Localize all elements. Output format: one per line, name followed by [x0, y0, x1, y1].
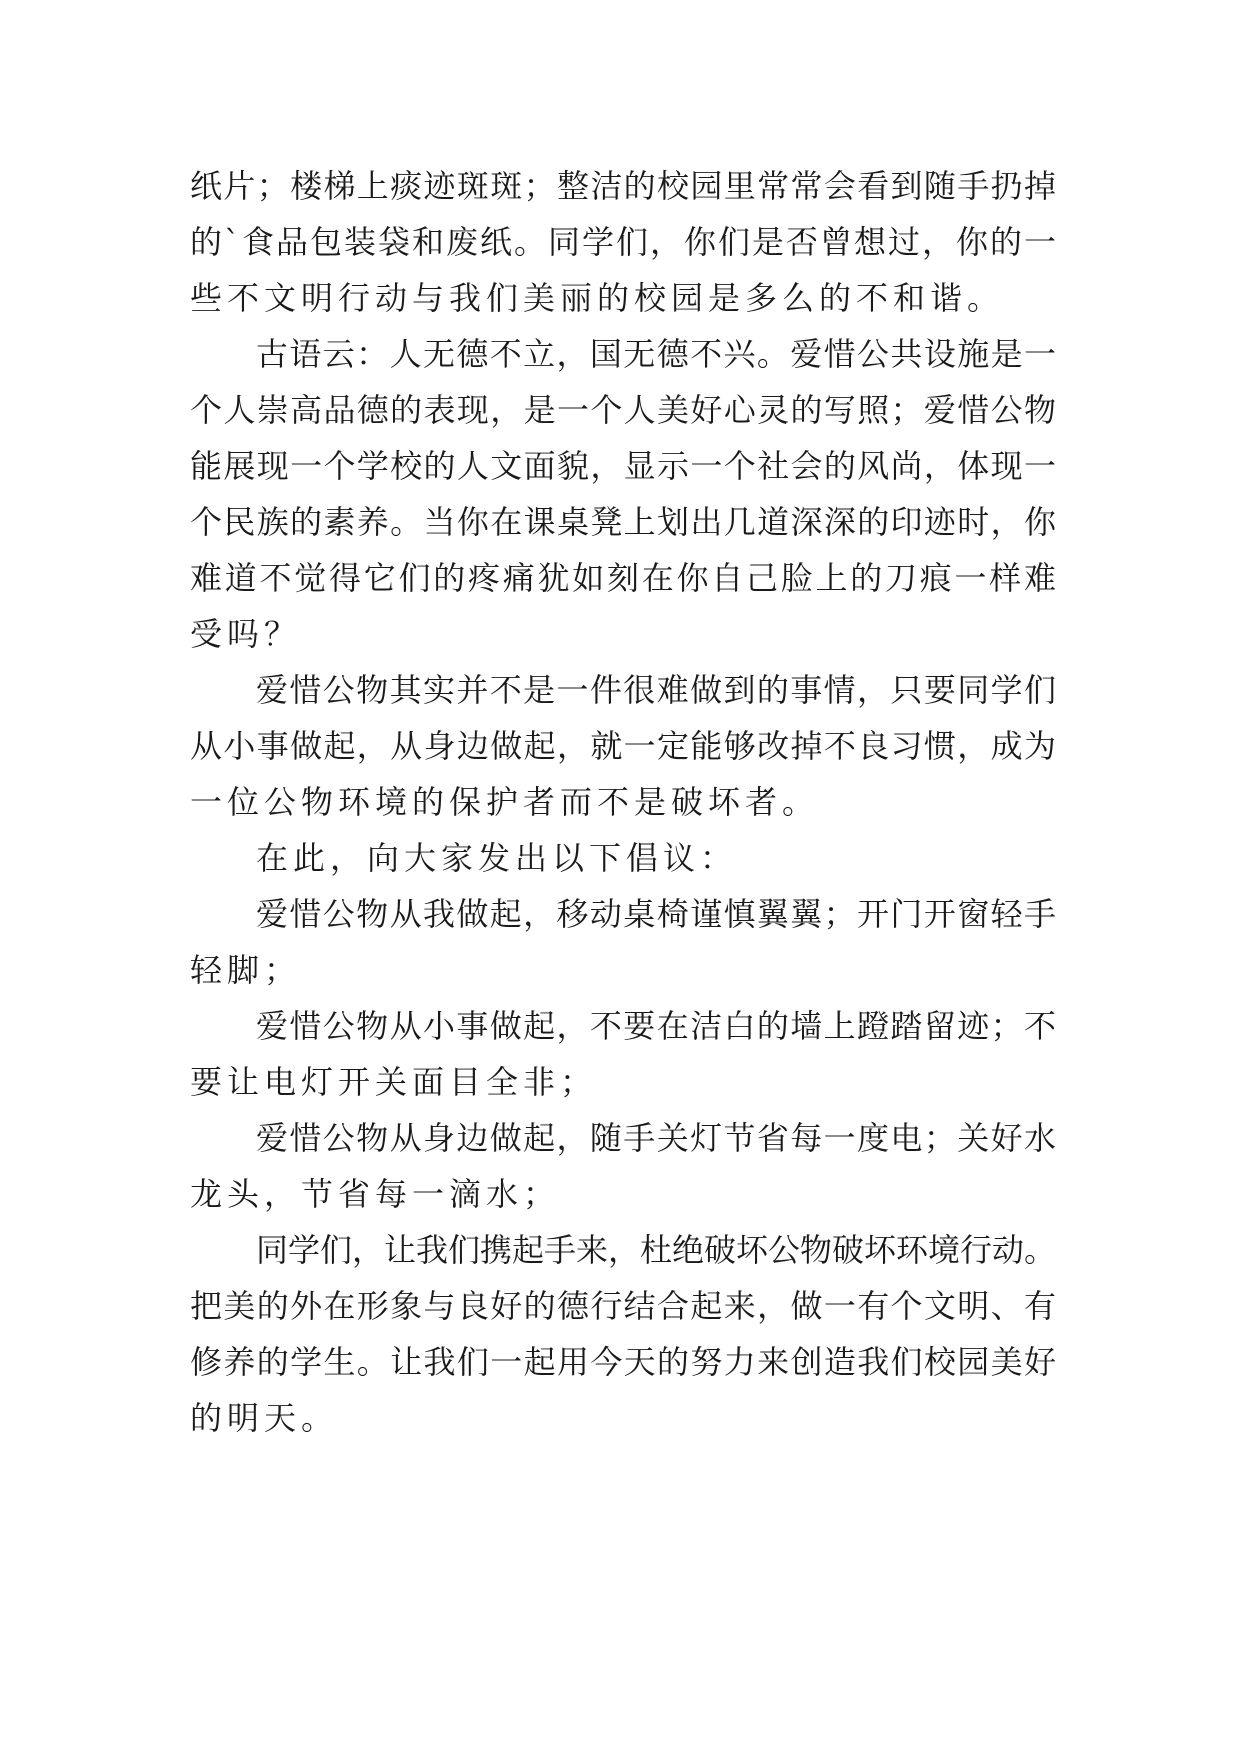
text-line: 同学们，让我们携起手来，杜绝破坏公物破坏环境行动。 — [256, 1231, 1057, 1269]
text-line: 个人崇高品德的表现，是一个人美好心灵的写照；爱惜公物 — [190, 391, 1056, 429]
text-line: 修养的学生。让我们一起用今天的努力来创造我们校园美好 — [190, 1343, 1056, 1381]
text-line: 难道不觉得它们的疼痛犹如刻在你自己脸上的刀痕一样难 — [190, 559, 1056, 597]
text-line: 从小事做起，从身边做起，就一定能够改掉不良习惯，成为 — [190, 727, 1056, 765]
text-line: 古语云：人无德不立，国无德不兴。爱惜公共设施是一 — [256, 335, 1056, 373]
text-line: 爱惜公物其实并不是一件很难做到的事情，只要同学们 — [256, 671, 1056, 709]
text-line: 龙头，节省每一滴水； — [190, 1175, 561, 1213]
text-line: 能展现一个学校的人文面貌，显示一个社会的风尚，体现一 — [190, 447, 1056, 485]
text-line: 的`食品包装袋和废纸。同学们，你们是否曾想过，你的一 — [190, 223, 1056, 261]
text-line: 爱惜公物从身边做起，随手关灯节省每一度电；关好水 — [256, 1119, 1056, 1157]
text-line: 的明天。 — [190, 1399, 339, 1437]
text-line: 受吗？ — [190, 615, 302, 653]
text-line: 爱惜公物从小事做起，不要在洁白的墙上蹬踏留迹；不 — [256, 1007, 1056, 1045]
text-line: 些不文明行动与我们美丽的校园是多么的不和谐。 — [190, 279, 1005, 317]
text-line: 轻脚； — [190, 951, 302, 989]
text-line: 纸片；楼梯上痰迹斑斑；整洁的校园里常常会看到随手扔掉 — [190, 167, 1056, 205]
text-line: 爱惜公物从我做起，移动桌椅谨慎翼翼；开门开窗轻手 — [256, 895, 1056, 933]
text-line: 在此，向大家发出以下倡议： — [256, 839, 738, 877]
text-line: 个民族的素养。当你在课桌凳上划出几道深深的印迹时，你 — [190, 503, 1056, 541]
text-line: 一位公物环境的保护者而不是破坏者。 — [190, 783, 820, 821]
text-line: 要让电灯开关面目全非； — [190, 1063, 598, 1101]
text-line: 把美的外在形象与良好的德行结合起来，做一有个文明、有 — [190, 1287, 1056, 1325]
